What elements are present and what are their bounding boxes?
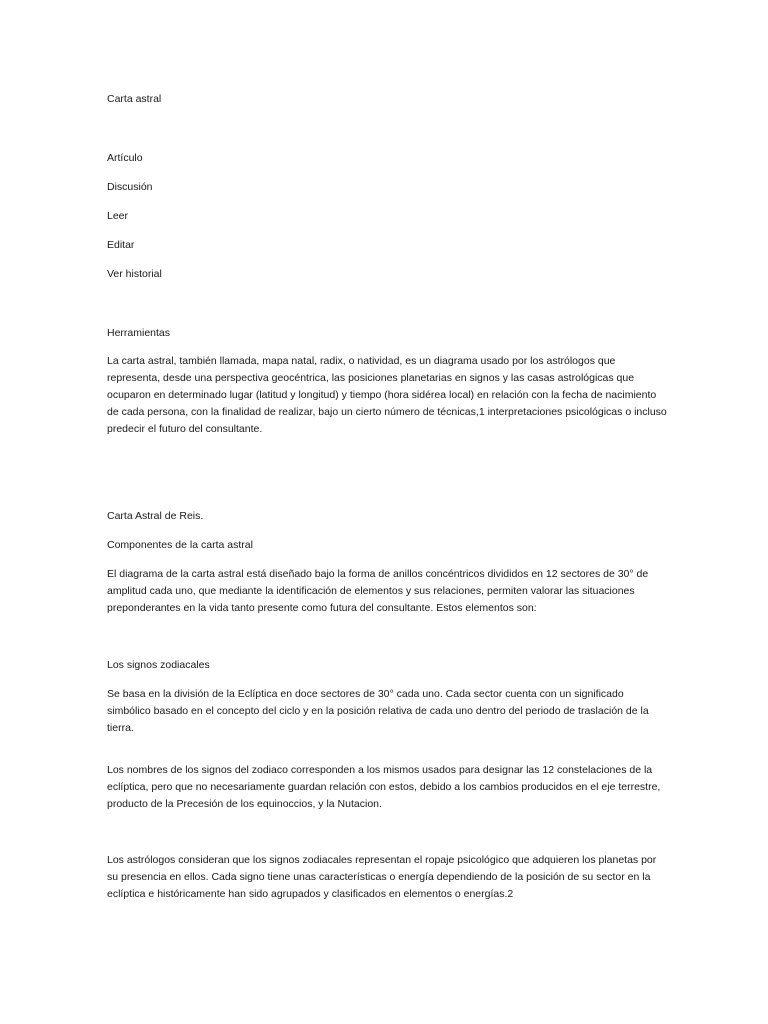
- intro-paragraph: La carta astral, también llamada, mapa natal, radix, o natividad, es un diagrama usado por los astrólogos que representa, desde una perspectiva geocéntrica, las posiciones planetarias en signos y las casas astrológicas que ocuparon en determinado lugar (latitud y longitud) y tiempo (hora sidérea local) en relación con la fecha de nacimiento de cada persona, con la finalidad de realizar, bajo un cierto número de técnicas,1 interpretaciones psicológicas o incluso predecir el futuro del consultante.: [107, 355, 667, 435]
- nav-discussion-link[interactable]: Discusión: [107, 181, 153, 193]
- signs-heading: Los signos zodiacales: [107, 659, 210, 671]
- signs-paragraph-3: Los astrólogos consideran que los signos zodiacales representan el ropaje psicológico que adquieren los planetas por su presencia en ellos. Cada signo tiene unas características o energía dependiendo de la posición de su sector en la eclíptica e históricamente han sido agrupados y clasificados en elementos o energías.2: [107, 854, 657, 900]
- signs-paragraph-2: Los nombres de los signos del zodiaco corresponden a los mismos usados para designar las 12 constelaciones de la eclíptica, pero que no necesariamente guardan relación con estos, debido a los cambios producidos en el eje terrestre, producto de la Precesión de los equinoccios, y la Nutacion.: [107, 764, 661, 810]
- components-paragraph: El diagrama de la carta astral está diseñado bajo la forma de anillos concéntricos divididos en 12 sectores de 30° de amplitud cada uno, que mediante la identificación de elementos y sus relaciones, permiten valorar las situaciones preponderantes en la vida tanto presente como futura del consultante. Estos elementos son:: [107, 568, 649, 614]
- nav-read-link[interactable]: Leer: [107, 210, 129, 222]
- signs-paragraph-1: Se basa en la división de la Eclíptica en doce sectores de 30° cada uno. Cada sector cuenta con un significado simbólico basado en el concepto del ciclo y en la posición relativa de cada uno dentro del periodo de traslación de la tierra.: [107, 688, 649, 734]
- nav-article-link[interactable]: Artículo: [107, 152, 143, 164]
- nav-edit-link[interactable]: Editar: [107, 239, 135, 251]
- nav-history-link[interactable]: Ver historial: [107, 268, 162, 280]
- tools-heading[interactable]: Herramientas: [107, 327, 171, 339]
- components-heading: Componentes de la carta astral: [107, 539, 253, 551]
- image-caption: Carta Astral de Reis.: [107, 510, 204, 522]
- page-title: Carta astral: [107, 93, 162, 105]
